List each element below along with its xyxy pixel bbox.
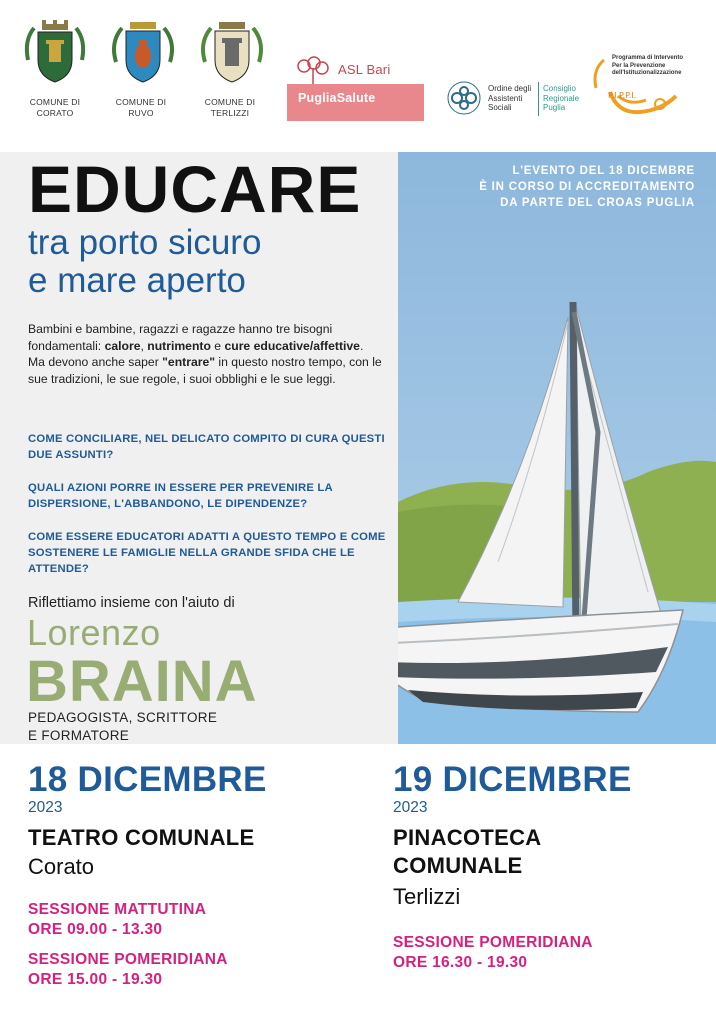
event-venue: PINACOTECA COMUNALE xyxy=(393,825,542,878)
event-year: 2023 xyxy=(393,799,428,816)
pippi-label: Programma di Intervento Per la Prevenzione dell'Istituzionalizzazione xyxy=(612,55,684,76)
sailboat-illustration xyxy=(398,152,716,744)
event-year: 2023 xyxy=(28,799,63,816)
ordine-label: Ordine degli Assistenti Sociali xyxy=(488,84,532,112)
comune-terlizzi-label: COMUNE DI TERLIZZI xyxy=(204,97,256,118)
corato-crest-icon xyxy=(20,20,90,86)
asl-label: ASL Bari xyxy=(338,62,391,77)
asl-tree-icon xyxy=(292,56,332,84)
speaker-first-name: Lorenzo xyxy=(27,612,161,653)
accreditation-note: L'EVENTO DEL 18 DICEMBRE È IN CORSO DI ACCREDITAMENTO DA PARTE DEL CROAS PUGLIA xyxy=(479,165,695,209)
event-city: Corato xyxy=(28,854,95,879)
speaker-role: PEDAGOGISTA, SCRITTORE E FORMATORE xyxy=(28,710,218,743)
intro-text xyxy=(28,321,388,387)
speaker-last-name: BRAINA xyxy=(26,649,258,714)
intro-paragraph-1: Bambini e bambine, ragazzi e ragazze hanno tre bisogni fondamentali: calore, nutrimento e cure educative/affettive. xyxy=(28,322,364,353)
question-2: QUALI AZIONI PORRE IN ESSERE PER PREVENIRE LA DISPERSIONE, L'ABBANDONO, LE DIPENDENZE? xyxy=(28,482,333,510)
pippi-mark: P.I.P.P.I. xyxy=(608,91,637,100)
consiglio-label: Consiglio Regionale Puglia xyxy=(543,84,580,112)
divider xyxy=(538,82,539,116)
intro-paragraph-2: Ma devono anche saper "entrare" in questo nostro tempo, con le sue tradizioni, le sue regole, i suoi obblighi e le sue leggi. xyxy=(28,355,382,386)
session-afternoon: SESSIONE POMERIDIANA ORE 16.30 - 19.30 xyxy=(393,934,593,971)
session-morning: SESSIONE MATTUTINA ORE 09.00 - 13.30 xyxy=(28,901,207,938)
terlizzi-crest-icon xyxy=(197,20,267,86)
comune-ruvo-label: COMUNE DI RUVO xyxy=(115,97,167,118)
question-1: COME CONCILIARE, NEL DELICATO COMPITO DI CURA QUESTI DUE ASSUNTI? xyxy=(28,433,385,461)
question-3: COME ESSERE EDUCATORI ADATTI A QUESTO TEMPO E COME SOSTENERE LE FAMIGLIE NELLA GRANDE SFIDA CHE LE ATTENDE? xyxy=(28,531,386,575)
page-subtitle: tra porto sicuro e mare aperto xyxy=(28,223,262,300)
event-date: 19 DICEMBRE xyxy=(393,760,632,799)
illustration-panel xyxy=(398,152,716,744)
event-date: 18 DICEMBRE xyxy=(28,760,267,799)
ordine-spiral-icon xyxy=(444,80,484,116)
event-city: Terlizzi xyxy=(393,884,461,909)
comune-corato-label: COMUNE DI CORATO xyxy=(29,97,81,118)
speaker-intro: Riflettiamo insieme con l'aiuto di xyxy=(28,595,235,611)
page-title: EDUCARE xyxy=(28,152,362,226)
ruvo-crest-icon xyxy=(108,20,178,86)
event-venue: TEATRO COMUNALE xyxy=(28,825,255,850)
session-afternoon: SESSIONE POMERIDIANA ORE 15.00 - 19.30 xyxy=(28,951,228,988)
pugliasalute-label: PugliaSalute xyxy=(298,91,376,105)
